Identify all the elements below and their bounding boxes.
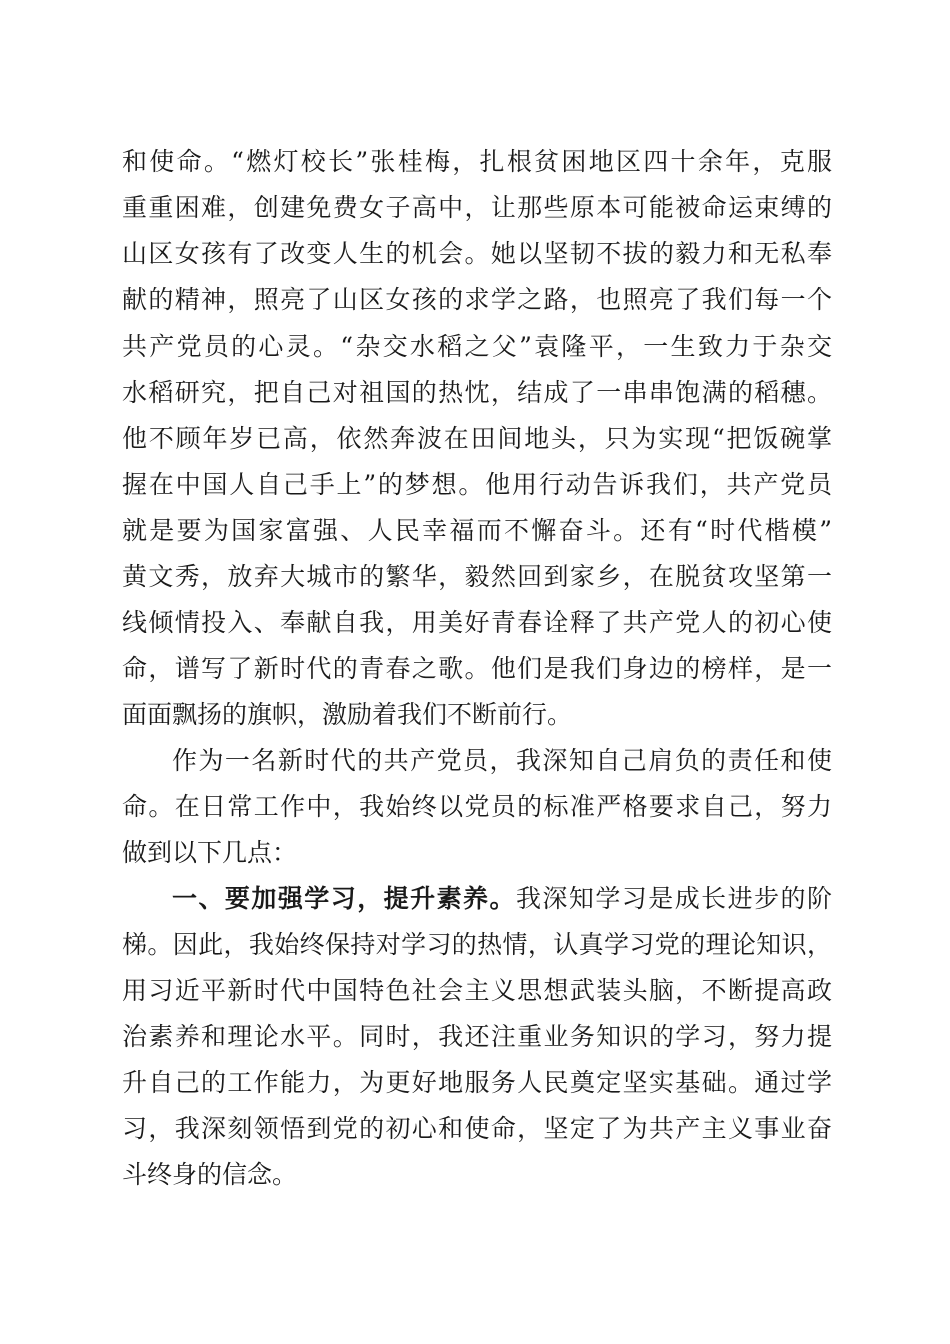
section-heading: 一、要加强学习，提升素养。 xyxy=(172,884,516,913)
paragraph-line: 重重困难，创建免费女子高中，让那些原本可能被命运束缚的 xyxy=(122,193,832,222)
paragraph-line: 作为一名新时代的共产党员，我深知自己肩负的责任和使 xyxy=(172,746,832,775)
paragraph-line: 水稻研究，把自己对祖国的热忱，结成了一串串饱满的稻穗。 xyxy=(122,378,832,407)
paragraph-line: 命。在日常工作中，我始终以党员的标准严格要求自己，努力 xyxy=(122,792,832,821)
paragraph-line: 他不顾年岁已高，依然奔波在田间地头，只为实现“把饭碗掌 xyxy=(122,424,832,453)
paragraph-line: 斗终身的信念。 xyxy=(122,1160,298,1189)
paragraph-line: 握在中国人自己手上”的梦想。他用行动告诉我们，共产党员 xyxy=(122,470,832,499)
paragraph-line: 山区女孩有了改变人生的机会。她以坚韧不拔的毅力和无私奉 xyxy=(122,239,832,268)
paragraph-line: 升自己的工作能力，为更好地服务人民奠定坚实基础。通过学 xyxy=(122,1068,832,1097)
paragraph-line: 面面飘扬的旗帜，激励着我们不断前行。 xyxy=(122,700,573,729)
paragraph-line: 梯。因此，我始终保持对学习的热情，认真学习党的理论知识， xyxy=(122,930,832,959)
paragraph-line: 黄文秀，放弃大城市的繁华，毅然回到家乡，在脱贫攻坚第一 xyxy=(122,562,832,591)
paragraph-line: 共产党员的心灵。“杂交水稻之父”袁隆平，一生致力于杂交 xyxy=(122,332,832,361)
paragraph-line: 治素养和理论水平。同时，我还注重业务知识的学习，努力提 xyxy=(122,1022,832,1051)
paragraph-line: 和使命。“燃灯校长”张桂梅，扎根贫困地区四十余年，克服 xyxy=(122,147,832,176)
paragraph-line: 习，我深刻领悟到党的初心和使命，坚定了为共产主义事业奋 xyxy=(122,1114,832,1143)
heading-line-text: 我深知学习是成长进步的阶 xyxy=(515,884,832,913)
section-heading-line xyxy=(172,879,832,919)
paragraph-line: 献的精神，照亮了山区女孩的求学之路，也照亮了我们每一个 xyxy=(122,285,832,314)
paragraph-line: 就是要为国家富强、人民幸福而不懈奋斗。还有“时代楷模” xyxy=(122,516,832,545)
paragraph-line: 命，谱写了新时代的青春之歌。他们是我们身边的榜样，是一 xyxy=(122,654,832,683)
paragraph-line: 做到以下几点： xyxy=(122,838,298,867)
paragraph-line: 用习近平新时代中国特色社会主义思想武装头脑，不断提高政 xyxy=(122,976,832,1005)
paragraph-line: 线倾情投入、奉献自我，用美好青春诠释了共产党人的初心使 xyxy=(122,608,832,637)
